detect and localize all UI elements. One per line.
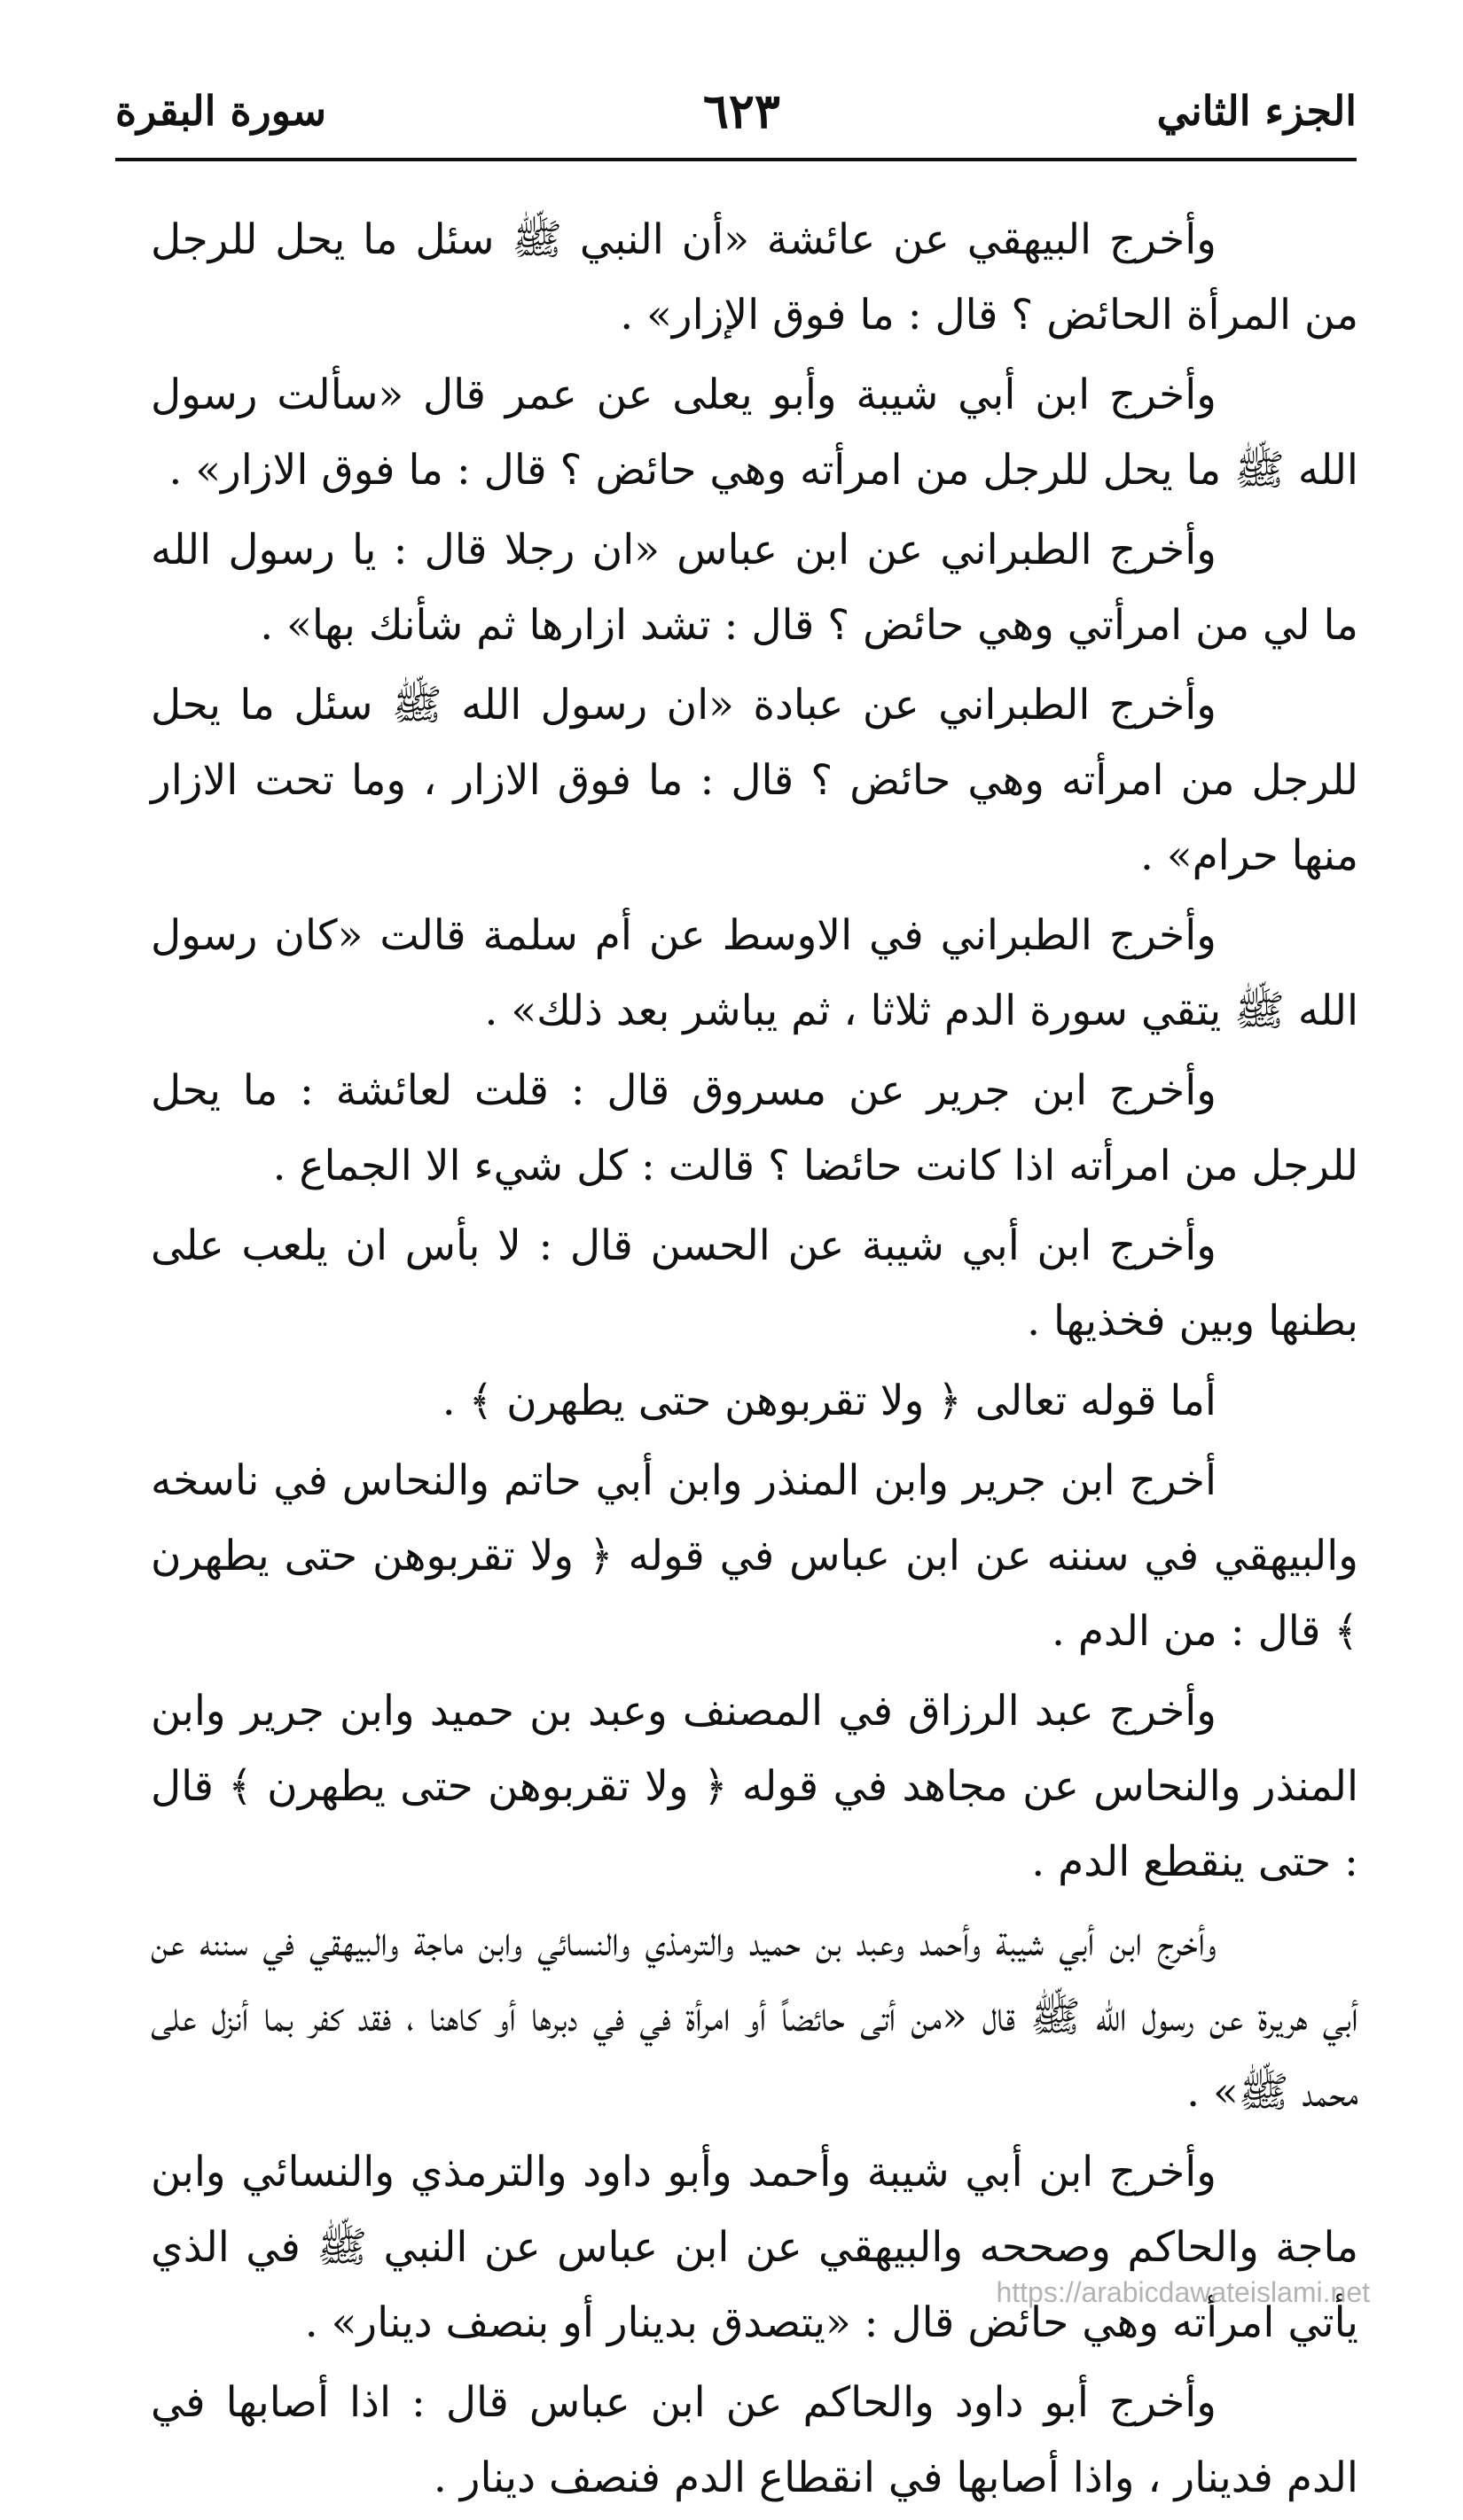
header-page-number: ٦٢٣	[702, 82, 780, 139]
paragraph: وأخرج البيهقي عن عائشة «أن النبي ﷺ سئل ما يحل للرجل من المرأة الحائض ؟ قال : ما فوق الإزار» .	[151, 215, 1358, 339]
page-body	[151, 202, 1358, 2520]
paragraph: وأخرج أبو داود والحاكم عن ابن عباس قال : اذا أصابها في الدم فدينار ، واذا أصابها في انقطاع الدم فنصف دينار .	[151, 2378, 1358, 2502]
paragraph: أخرج ابن جرير وابن المنذر وابن أبي حاتم والنحاس في ناسخه والبيهقي في سننه عن ابن عباس في قوله ﴿ ولا تقربوهن حتى يطهرن ﴾ قال : من الدم .	[151, 1456, 1358, 1656]
paragraph: وأخرج ابن أبي شيبة وأبو يعلى عن عمر قال «سألت رسول الله ﷺ ما يحل للرجل من امرأته وهي حائض ؟ قال : ما فوق الازار» .	[151, 371, 1358, 495]
paragraph: وأخرج الطبراني عن عبادة «ان رسول الله ﷺ سئل ما يحل للرجل من امرأته وهي حائض ؟ قال : ما فوق الازار ، وما تحت الازار منها حرام» .	[151, 681, 1358, 880]
paragraph: وأخرج ابن أبي شيبة وأحمد وعبد بن حميد والترمذي والنسائي وابن ماجة والبيهقي في سننه عن أبي هريرة عن رسول الله ﷺ قال «من أتى حائضاً أو امرأة في في دبرها أو كاهنا ، فقد كفر بما أنزل على محمد ﷺ» .	[151, 1917, 1358, 2117]
paragraph: أما قوله تعالى ﴿ ولا تقربوهن حتى يطهرن ﴾ .	[442, 1377, 1217, 1425]
header-surah-title: سورة البقرة	[115, 87, 327, 135]
header-part-title: الجزء الثاني	[1156, 87, 1357, 135]
paragraph: وأخرج ابن جرير عن مسروق قال : قلت لعائشة : ما يحل للرجل من امرأته اذا كانت حائضا ؟ قالت : كل شيء الا الجماع .	[151, 1066, 1358, 1190]
paragraph: وأخرج ابن أبي شيبة عن الحسن قال : لا بأس ان يلعب على بطنها وبين فخذيها .	[151, 1221, 1358, 1346]
paragraph: وأخرج عبد الرزاق في المصنف وعبد بن حميد وابن جرير وابن المنذر والنحاس عن مجاهد في قوله ﴿ ولا تقربوهن حتى يطهرن ﴾ قال : حتى ينقطع الدم .	[151, 1687, 1358, 1886]
watermark-url: https://arabicdawateislami.net	[996, 2276, 1370, 2308]
page-header	[115, 71, 1357, 151]
header-divider	[115, 158, 1357, 161]
paragraph: وأخرج ابن أبي شيبة وأحمد وأبو داود والترمذي والنسائي وابن ماجة والحاكم وصححه والبيهقي عن ابن عباس عن النبي ﷺ في الذي يأتي امرأته وهي حائض قال : «يتصدق بدينار أو بنصف دينار» .	[151, 2148, 1358, 2347]
paragraph: وأخرج الطبراني في الاوسط عن أم سلمة قالت «كان رسول الله ﷺ يتقي سورة الدم ثلاثا ، ثم يباشر بعد ذلك» .	[151, 911, 1358, 1035]
paragraph: وأخرج الطبراني عن ابن عباس «ان رجلا قال : يا رسول الله ما لي من امرأتي وهي حائض ؟ قال : تشد ازارها ثم شأنك بها» .	[151, 526, 1358, 650]
